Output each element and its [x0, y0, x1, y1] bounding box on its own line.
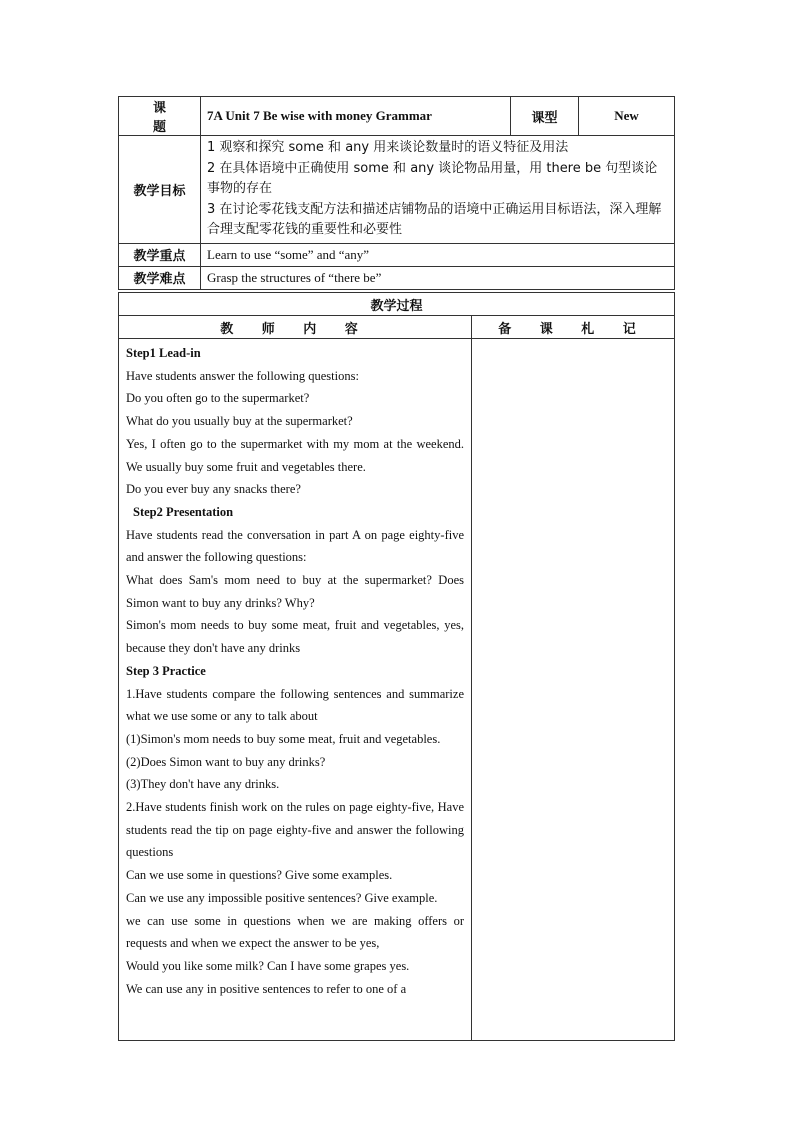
key-point-value: Learn to use “some” and “any”	[201, 243, 675, 266]
difficulty-label: 教学难点	[119, 266, 201, 289]
content-line: Do you often go to the supermarket?	[126, 391, 310, 406]
notes-column	[472, 339, 675, 1041]
type-value: New	[579, 97, 675, 136]
step-heading: Step1 Lead-in	[126, 346, 201, 360]
objective-item: 2 在具体语境中正确使用 some 和 any 谈论物品用量，用 there be 句型谈论事物的存在	[207, 160, 658, 196]
content-line: Do you ever buy any snacks there?	[126, 482, 301, 497]
topic-label: 课 题	[119, 97, 201, 136]
content-line: Simon's mom needs to buy some meat, fruit and vegetables, yes, because they don't have any drinks	[126, 618, 464, 656]
content-line: Would you like some milk? Can I have some grapes yes.	[126, 958, 410, 973]
type-label: 课型	[511, 97, 579, 136]
objectives-list	[201, 136, 675, 244]
topic-value: 7A Unit 7 Be wise with money Grammar	[201, 97, 511, 136]
content-line: What do you usually buy at the supermarket?	[126, 414, 353, 429]
key-point-label: 教学重点	[119, 243, 201, 266]
content-line: Can we use any impossible positive sentences? Give example.	[126, 890, 438, 905]
difficulty-value: Grasp the structures of “there be”	[201, 266, 675, 289]
teacher-content-header: 教 师 内 容	[119, 316, 472, 339]
notes-header: 备 课 札 记	[472, 316, 675, 339]
teacher-content	[119, 339, 472, 1041]
step-heading: Step 3 Practice	[126, 663, 206, 678]
content-line: Can we use some in questions? Give some examples.	[126, 868, 393, 883]
content-line: Yes, I often go to the supermarket with my mom at the weekend. We usually buy some fruit and vegetables there.	[126, 436, 464, 474]
content-line: Have students read the conversation in part A on page eighty-five and answer the following questions:	[126, 527, 464, 565]
content-line: Have students answer the following questions:	[126, 368, 359, 383]
content-line: (3)They don't have any drinks.	[126, 777, 280, 792]
teaching-process-table	[118, 292, 675, 1041]
objectives-label: 教学目标	[119, 136, 201, 244]
content-line: (2)Does Simon want to buy any drinks?	[126, 754, 326, 769]
step-heading: Step2 Presentation	[133, 504, 234, 519]
content-line: (1)Simon's mom needs to buy some meat, fruit and vegetables.	[126, 731, 441, 746]
content-line: we can use some in questions when we are making offers or requests and when we expect the answer to be yes,	[126, 913, 464, 951]
content-line: 2.Have students finish work on the rules on page eighty-five, Have students read the tip on page eighty-five and answer the following questions	[126, 800, 464, 860]
content-line: 1.Have students compare the following sentences and summarize what we use some or any to talk about	[126, 686, 464, 724]
objective-item: 1 观察和探究 some 和 any 用来谈论数量时的语义特征及用法	[207, 140, 569, 155]
content-line: We can use any in positive sentences to refer to one of a	[126, 981, 407, 996]
objective-item: 3 在讨论零花钱支配方法和描述店铺物品的语境中正确运用目标语法，深入理解合理支配零花钱的重要性和必要性	[207, 201, 662, 237]
content-line: What does Sam's mom need to buy at the supermarket? Does Simon want to buy any drinks? Why?	[126, 573, 464, 610]
lesson-header-table	[118, 96, 675, 290]
process-heading: 教学过程	[119, 293, 675, 316]
